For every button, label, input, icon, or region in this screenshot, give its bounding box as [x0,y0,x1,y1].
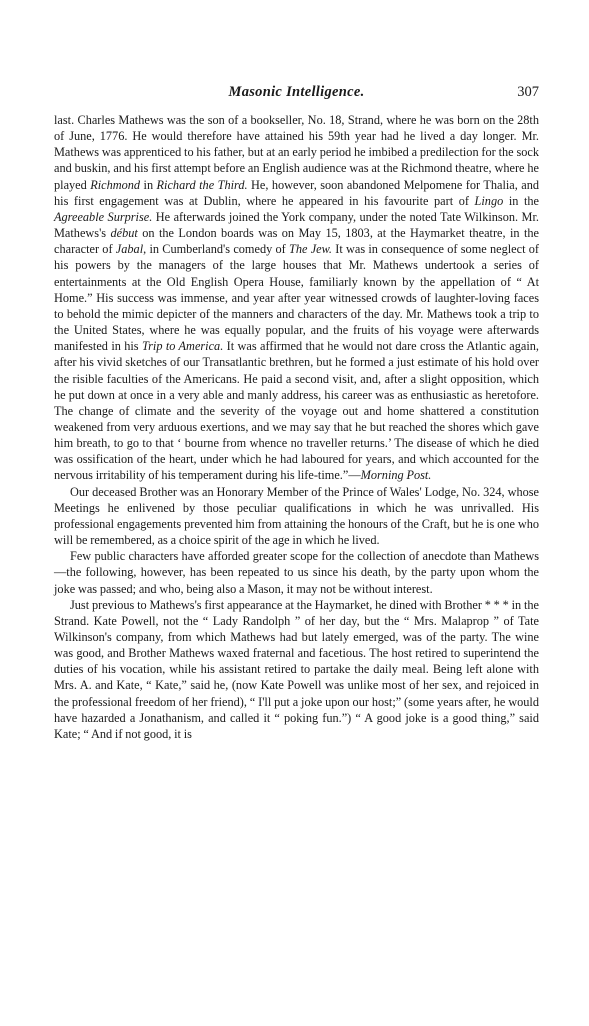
italic-text: Richmond [90,177,141,192]
italic-text: Morning Post. [360,468,432,483]
italic-text: Trip to America. [141,339,224,354]
page-number: 307 [517,84,539,100]
text-run: on the London boards was on May 15, 1803, at the Haymarket theatre, in the character of [54,226,540,257]
text-run: , in Cumberland's comedy of [143,242,289,257]
text-run: in [140,177,157,192]
italic-text: Jabal [115,242,144,257]
text-run: He, however, soon abandoned Melpomene for Thalia, and his first engagement was at Dublin, where he appeared in his favourite part of [54,177,540,208]
text-run: Just previous to Mathews's first appearance at the Haymarket, he dined with Brother * * * in the Strand. Kate Powell, not the “ Lady Randolph ” of her day, but the “ Mrs. Malaprop ” of Tate Wilkinson's company, from which Mathews had but lately emerged, was of the party. The wine was good, and Brother Mathews waxed fraternal and facetious. The host retired to superintend the duties of his vocation, while his assistant retired to partake the daily meal. Being left alone with Mrs. A. and Kate, “ Kate,” said he, (now Kate Powell was unlike most of her sex, and rejoiced in the professional freedom of her friend), “ I'll put a joke upon our host;” (some years after, he would have hazarded a Jonathanism, and called it “ poking fun.”) “ A good joke is a good thing,” said Kate; “ And if not good, it is [54,597,539,741]
italic-text: The Jew. [289,242,332,257]
italic-text: Agreeable Surprise. [54,209,153,224]
running-title: Masonic Intelligence. [228,84,365,100]
italic-text: Lingo [474,193,504,208]
text-run: He afterwards joined the York company, under the noted Tate Wilkinson. Mr. Mathews's [54,209,539,241]
page-header [54,84,539,104]
paragraph [54,484,539,549]
paragraph [54,597,539,742]
italic-text: début [110,226,138,241]
body-text [54,112,539,742]
text-run: It was in consequence of some neglect of his powers by the managers of the large houses that Mr. Mathews undertook a series of entertainments at the Old English Opera House, familiarly known by the appellation of “ At Home.” His success was immense, and year after year witnessed crowds of laughter-loving faces to behold the mimic depicter of the manners and characters of the day. Mr. Mathews took a trip to the United States, where he was equally popular, and the fruits of his voyage were afterwards manifested in his [54,242,539,354]
paragraph [54,548,539,596]
italic-text: Richard the Third. [156,177,248,192]
text-run: Our deceased Brother was an Honorary Member of the Prince of Wales' Lodge, No. 324, whose Meetings he enlivened by those peculiar qualifications in which he was unrivalled. His professional engagements prevented him from attaining the honours of the Craft, but he is one who will be remembered, as a choice spirit of the age in which he lived. [54,484,539,548]
paragraph [54,112,539,484]
text-run: It was affirmed that he would not dare cross the Atlantic again, after his vivid sketches of our Transatlantic brethren, but he formed a just estimate of his hold over the risible faculties of the Americans. He paid a second visit, and, after a slight opposition, which he put down at once in a very able and manly address, his career was as enthusiastic as heretofore. The change of climate and the severity of the voyage out and home shattered a constitution weakened from very arduous exertions, and we may say that he but reached the shores which gave him breath, to go to that ‘ bourne from whence no traveller returns.’ The disease of which he died was ossification of the heart, under which he had laboured for years, and which accounted for the nervous irritability of his temperament during his life-time.”— [54,339,540,483]
text-run: last. Charles Mathews was the son of a bookseller, No. 18, Strand, where he was born on the 28th of June, 1776. He would therefore have attained his 59th year had he lived a day longer. Mr. Mathews was apprenticed to his father, but at an early period he imbibed a predilection for the sock and buskin, and his first attempt before an English audience was at the Richmond theatre, where he played [54,113,539,192]
text-run: in the [503,193,539,208]
text-run: Few public characters have afforded greater scope for the collection of anecdote than Mathews—the following, however, has been repeated to us since his death, by the party upon whom the joke was passed; and who, being also a Mason, it may not be without interest. [54,549,539,596]
